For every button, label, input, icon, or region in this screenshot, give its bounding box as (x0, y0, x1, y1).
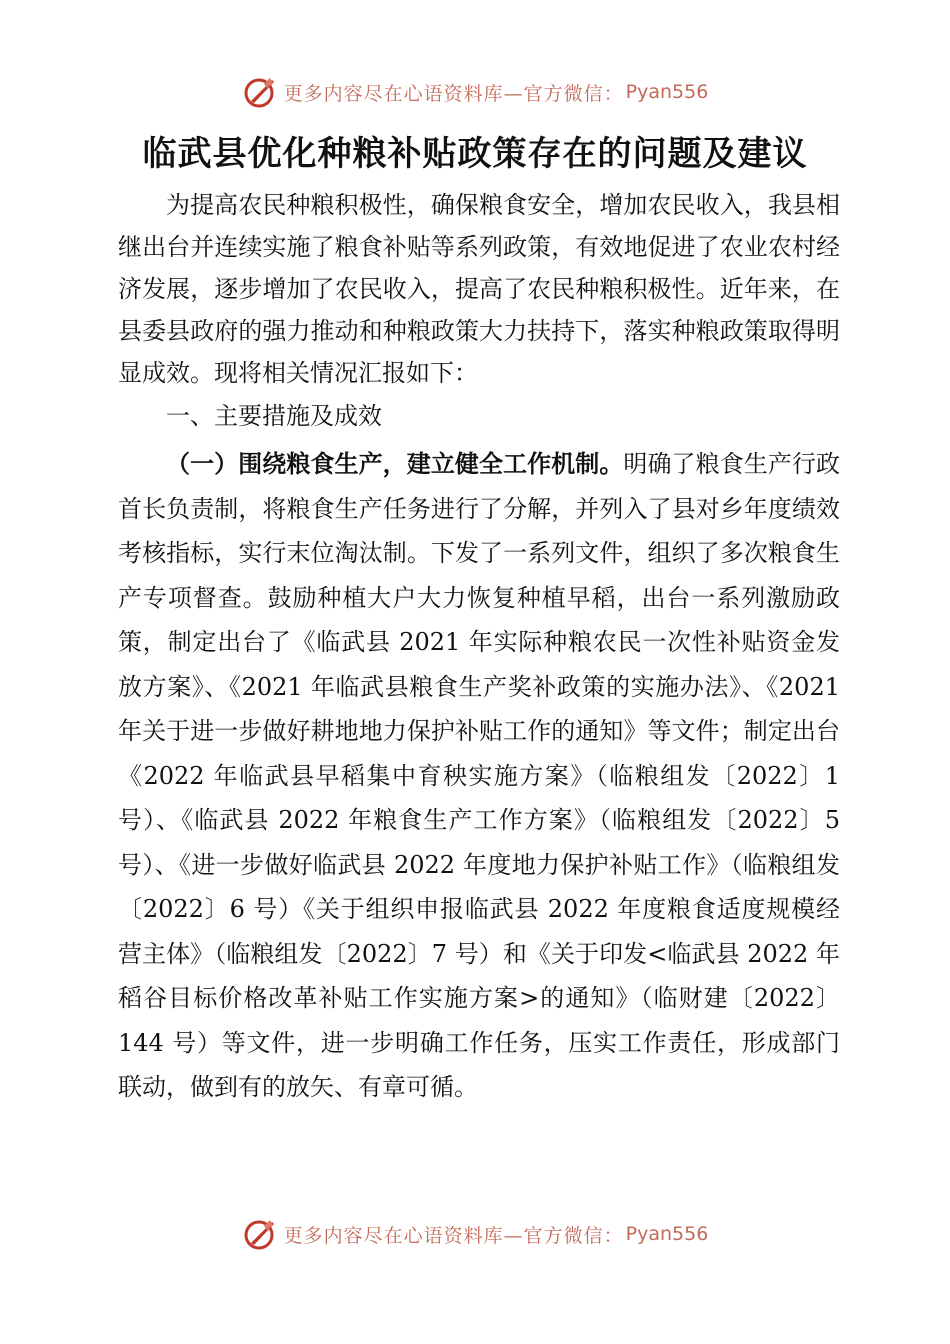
quill-logo-icon (242, 1216, 278, 1252)
intro-paragraph: 为提高农民种粮积极性，确保粮食安全，增加农民收入，我县相继出台并连续实施了粮食补贴等系列政策，有效地促进了农业农村经济发展，逐步增加了农民收入，提高了农民种粮积极性。近年来，在县委县政府的强力推动和种粮政策大力扶持下，落实种粮政策取得明显成效。现将相关情况汇报如下： (118, 191, 840, 387)
footer-banner (0, 1214, 950, 1254)
header-banner (0, 72, 950, 112)
banner-text: 更多内容尽在心语资料库—官方微信： (283, 1224, 624, 1247)
quill-logo-icon (242, 74, 278, 110)
banner-wechat-id: Pyan556 (625, 81, 709, 103)
section-heading: 一、主要措施及成效 (166, 402, 382, 430)
subsection-paragraph (118, 442, 840, 1112)
document-title: 临武县优化种粮补贴政策存在的问题及建议 (142, 134, 808, 174)
banner-wechat-id: Pyan556 (625, 1223, 709, 1245)
subsection-body: 明确了粮食生产行政首长负责制，将粮食生产任务进行了分解，并列入了县对乡年度绩效考核指标，实行末位淘汰制。下发了一系列文件，组织了多次粮食生产专项督查。鼓励种植大户大力恢复种植早稻，出台一系列激励政策，制定出台了《临武县 2021 年实际种粮农民一次性补贴资金发放方案》、《2021 年临武县粮食生产奖补政策的实施办法》、《2021 年关于进一步做好耕地地力保护补贴工作的通知》等文件；制定出台《2022 年临武县早稻集中育秧实施方案》（临粮组发〔2022〕1 号）、《临武县 2022 年粮食生产工作方案》（临粮组发〔2022〕5 号）、《进一步做好临武县 2022 年度地力保护补贴工作》（临粮组发〔2022〕6 号）《关于组织申报临武县 2022 年度粮食适度规模经营主体》（临粮组发〔2022〕7 号）和《关于印发<临武县 2022 年稻谷目标价格改革补贴工作实施方案>的通知》（临财建〔2022〕144 号）等文件，进一步明确工作任务，压实工作责任，形成部门联动，做到有的放矢、有章可循。 (118, 450, 840, 1101)
banner-text: 更多内容尽在心语资料库—官方微信： (283, 82, 624, 105)
subsection-heading: （一）围绕粮食生产，建立健全工作机制。 (166, 450, 624, 478)
